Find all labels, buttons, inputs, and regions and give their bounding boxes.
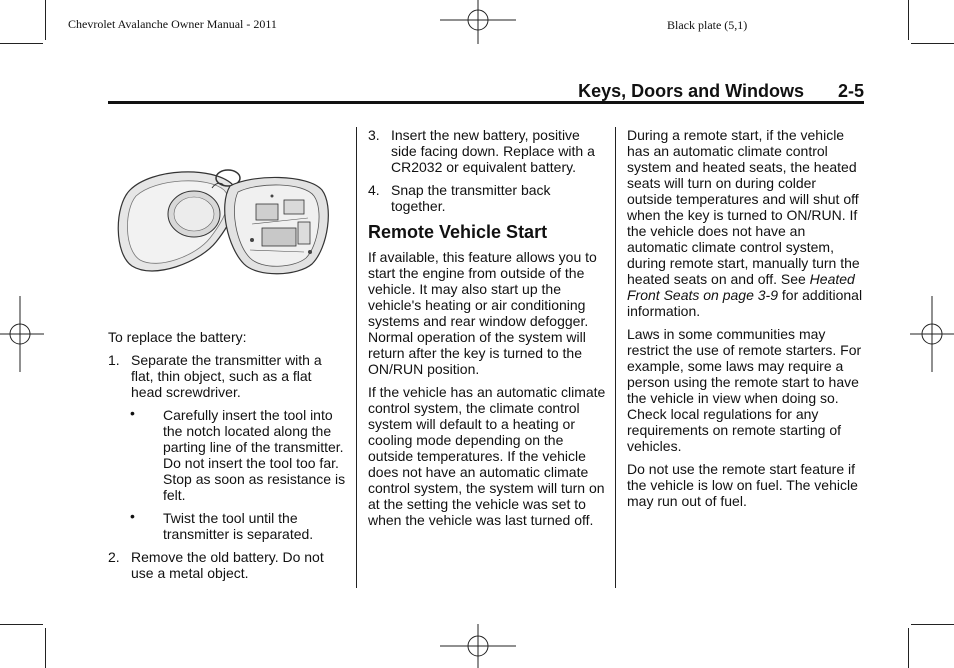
crop-mark xyxy=(0,43,43,44)
paragraph: Do not use the remote start feature if the vehicle is low on fuel. The vehicle may run out of fuel. xyxy=(627,461,858,509)
crop-mark xyxy=(911,624,954,625)
paragraph-text: for additional information. xyxy=(627,287,863,319)
crop-mark xyxy=(45,0,46,40)
paragraph: If the vehicle has an automatic climate control system, the climate control system will default to a heating or cooling mode depending on the outside temperatures. If the vehicle does not have an automatic climate control system, the system will turn on at the setting the vehicle was set to when the vehicle was last turned off. xyxy=(368,384,606,528)
manual-name: Chevrolet Avalanche Owner Manual - 2011 xyxy=(68,17,277,31)
step-number: 4. xyxy=(368,182,380,198)
cross-reference: Heated Front Seats on page 3-9 xyxy=(627,271,855,303)
transmitter-back-half xyxy=(118,172,237,271)
crop-mark xyxy=(908,0,909,40)
list-item xyxy=(368,127,608,175)
step-text: Snap the transmitter back together. xyxy=(391,182,551,214)
bullet-icon: • xyxy=(130,405,135,421)
crop-mark xyxy=(45,628,46,668)
paragraph-text: During a remote start, if the vehicle has an automatic climate control system and heated seats, the heated seats will turn on during colder outside temperatures and will shut off when the key is turned to ON/RUN. If the vehicle does not have an automatic climate control system, during remote start, manually turn the heated seats on and off. See xyxy=(627,127,860,287)
page-number: 2-5 xyxy=(837,81,864,101)
crop-mark xyxy=(0,624,43,625)
section-title: Keys, Doors and Windows xyxy=(578,81,804,101)
registration-mark-bottom xyxy=(440,624,516,668)
battery-intro: To replace the battery: xyxy=(108,329,247,345)
header-rule xyxy=(108,101,864,104)
step-text: Insert the new battery, positive side facing down. Replace with a CR2032 or equivalent battery. xyxy=(391,127,595,175)
list-item xyxy=(108,352,346,400)
paragraph: Laws in some communities may restrict the use of remote starters. For example, some laws may require a person using the remote start to have the vehicle in view when doing so. Check local regulations for any requirements on remote starting of vehicles. xyxy=(627,326,862,454)
bullet-text: Twist the tool until the transmitter is separated. xyxy=(163,510,314,542)
step-number: 2. xyxy=(108,549,120,565)
transmitter-illustration xyxy=(112,160,334,282)
bullet-item xyxy=(108,407,346,503)
plate-label: Black plate (5,1) xyxy=(667,18,748,32)
transmitter-circuit-half xyxy=(225,177,329,273)
left-column xyxy=(108,329,346,588)
middle-column xyxy=(368,127,608,535)
paragraph xyxy=(627,127,863,319)
bullet-text: Carefully insert the tool into the notch located along the parting line of the transmitter. Do not insert the tool too far. Stop as soon as resistance is felt. xyxy=(163,407,346,503)
step-text: Remove the old battery. Do not use a metal object. xyxy=(131,549,324,581)
column-divider xyxy=(615,127,616,588)
registration-mark-top xyxy=(440,0,516,44)
paragraph: If available, this feature allows you to start the engine from outside of the vehicle. It may also start up the vehicle's heating or air conditioning systems and rear window defogger. Normal operation of the system will return after the key is turned to the ON/RUN position. xyxy=(368,249,597,377)
section-heading: Remote Vehicle Start xyxy=(368,222,548,242)
step-text: Separate the transmitter with a flat, thin object, such as a flat head screwdriver. xyxy=(131,352,322,400)
registration-mark-right xyxy=(910,296,954,372)
bullet-icon: • xyxy=(130,508,135,524)
crop-mark xyxy=(911,43,954,44)
bullet-item xyxy=(108,510,346,542)
registration-mark-left xyxy=(0,296,44,372)
list-item xyxy=(108,549,346,581)
crop-mark xyxy=(908,628,909,668)
step-number: 1. xyxy=(108,352,120,368)
column-divider xyxy=(356,127,357,588)
right-column xyxy=(627,127,863,516)
list-item xyxy=(368,182,608,214)
step-number: 3. xyxy=(368,127,380,143)
